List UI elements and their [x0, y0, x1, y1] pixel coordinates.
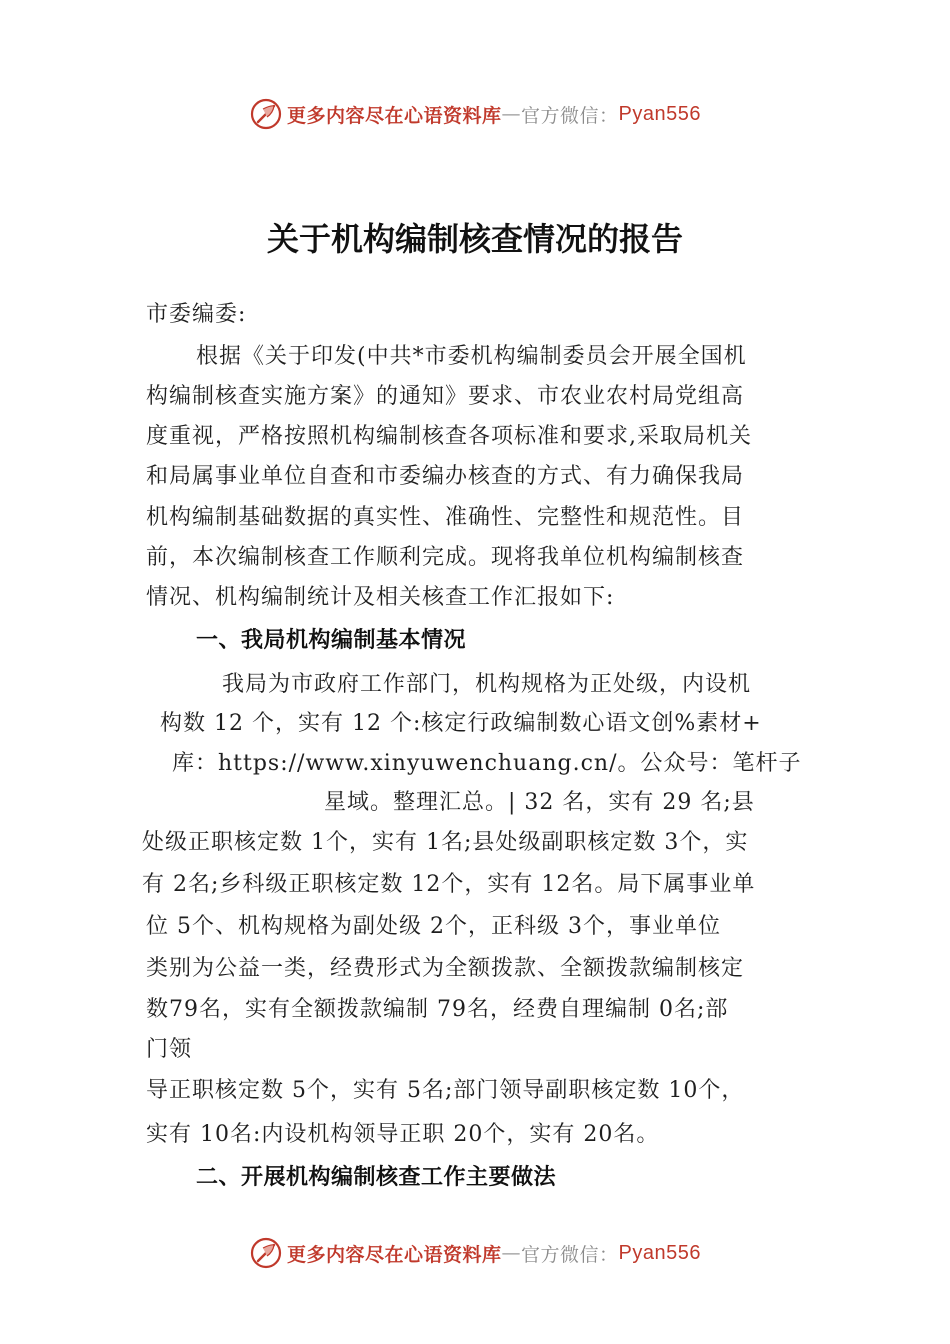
body-line: 类别为公益一类，经费形式为全额拨款、全额拨款编制核定: [146, 956, 745, 981]
banner-brand-text: 更多内容尽在心语资料库: [287, 1243, 502, 1266]
intro-line: 前，本次编制核查工作顺利完成。现将我单位机构编制核查: [146, 545, 745, 570]
intro-line: 机构编制基础数据的真实性、准确性、完整性和规范性。目: [146, 505, 745, 530]
body-line: 我局为市政府工作部门，机构规格为正处级，内设机: [222, 672, 752, 697]
banner-wechat-label: 官方微信：: [521, 104, 619, 127]
salutation: 市委编委:: [146, 302, 247, 327]
banner-wechat-id: Pyan556: [618, 102, 701, 125]
intro-line: 度重视，严格按照机构编制核查各项标准和要求,采取局机关: [146, 424, 752, 449]
footer-watermark-banner: [0, 1233, 950, 1273]
banner-dash: —: [501, 103, 522, 125]
header-watermark-banner: [0, 94, 950, 134]
document-title: 关于机构编制核查情况的报告: [266, 220, 683, 258]
body-line: 数79名，实有全额拨款编制 79名，经费自理编制 0名;部: [146, 997, 729, 1022]
intro-line: 和局属事业单位自查和市委编办核查的方式、有力确保我局: [146, 464, 745, 489]
body-line: 实有 10名:内设机构领导正职 20个，实有 20名。: [146, 1122, 660, 1147]
quill-logo-icon: [249, 1236, 283, 1270]
body-line: 门领: [146, 1037, 193, 1062]
banner-brand-text: 更多内容尽在心语资料库: [287, 104, 502, 127]
body-line: 有 2名;乡科级正职核定数 12个，实有 12名。局下属事业单: [142, 872, 756, 897]
banner-wechat-id: Pyan556: [618, 1241, 701, 1264]
body-line: 处级正职核定数 1个，实有 1名;县处级副职核定数 3个，实: [142, 830, 749, 855]
section-heading: 二、开展机构编制核查工作主要做法: [196, 1165, 557, 1190]
body-line: 星域。整理汇总。| 32 名，实有 29 名;县: [324, 790, 755, 815]
intro-line: 根据《关于印发(中共*市委机构编制委员会开展全国机: [196, 344, 747, 369]
quill-logo-icon: [249, 97, 283, 131]
body-line: 构数 12 个，实有 12 个:核定行政编制数心语文创%素材+: [160, 711, 762, 736]
banner-wechat-label: 官方微信：: [521, 1243, 619, 1266]
intro-line: 构编制核查实施方案》的通知》要求、市农业农村局党组高: [146, 384, 745, 409]
banner-dash: —: [501, 1242, 522, 1264]
section-heading: 一、我局机构编制基本情况: [196, 628, 467, 653]
body-line: 位 5个、机构规格为副处级 2个，正科级 3个，事业单位: [146, 914, 721, 939]
intro-line: 情况、机构编制统计及相关核查工作汇报如下:: [146, 585, 615, 610]
body-line: 库：https://www.xinyuwenchuang.cn/。公众号：笔杆子: [172, 751, 802, 776]
body-line: 导正职核定数 5个，实有 5名;部门领导副职核定数 10个，: [146, 1078, 745, 1103]
